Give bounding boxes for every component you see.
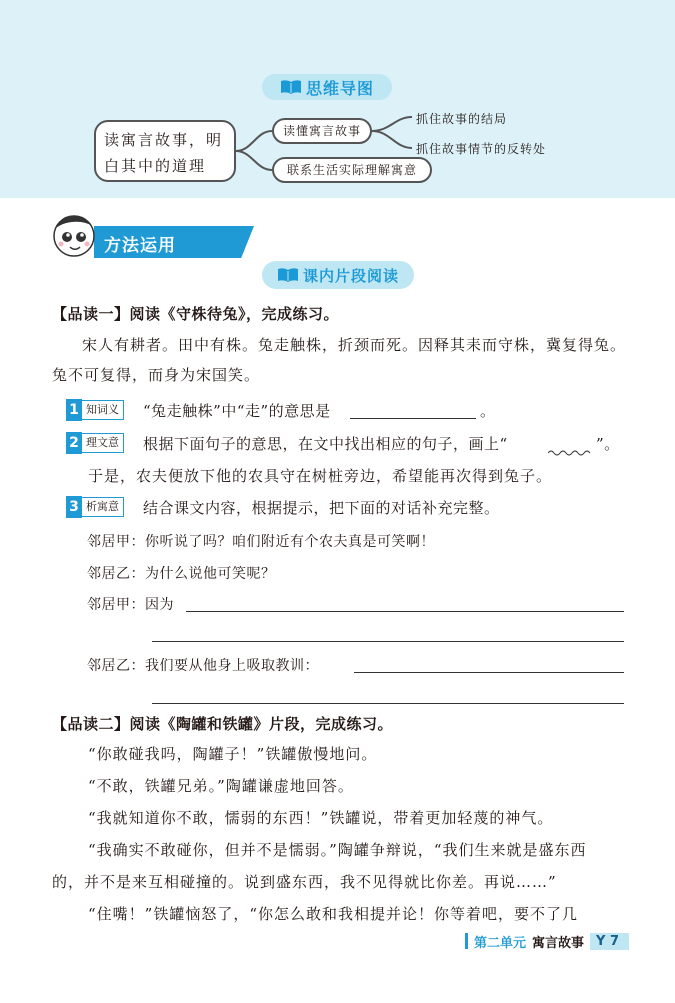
reading2-line: “住嘴！”铁罐恼怒了，“你怎么敢和我相提并论！你等着吧，要不了几 xyxy=(88,905,579,923)
mind-map-title-text: 思维导图 xyxy=(305,78,374,98)
q2-label xyxy=(66,432,124,454)
q2-text: 根据下面句子的意思，在文中找出相应的句子，画上“ xyxy=(143,435,508,453)
dialog-answer-line[interactable] xyxy=(354,672,624,673)
mascot-icon xyxy=(50,210,102,262)
section-title xyxy=(262,261,414,289)
q3-tag: 析寓意 xyxy=(82,497,124,517)
dialog-answer-line[interactable] xyxy=(152,641,624,642)
footer-topic: 寓言故事 xyxy=(532,935,585,951)
dialog-line: 邻居乙：我们要从他身上吸取教训： xyxy=(87,658,319,674)
mind-map-main-node: 读寓言故事，明白其中的道理 xyxy=(94,120,236,182)
reading2-line: “我确实不敢碰你，但并不是懦弱。”陶罐争辩说，“我们生来就是盛东西 xyxy=(88,841,587,859)
wavy-underline-icon xyxy=(548,449,592,457)
q3-label xyxy=(66,496,124,518)
q1-label xyxy=(66,399,124,421)
q3-text: 结合课文内容，根据提示，把下面的对话补充完整。 xyxy=(143,499,500,517)
reading2-heading: 【品读二】阅读《陶罐和铁罐》片段，完成练习。 xyxy=(52,715,394,733)
q2-tag: 理文意 xyxy=(82,433,124,453)
mind-map-leaf-ending: 抓住故事的结局 xyxy=(416,112,508,126)
mind-map-leaf-twist: 抓住故事情节的反转处 xyxy=(416,142,547,156)
q1-text: “兔走触株”中“走”的意思是 xyxy=(143,402,331,420)
dialog-line: 邻居甲：你听说了吗？咱们附近有个农夫真是可笑啊！ xyxy=(87,534,435,550)
dialog-line: 邻居乙：为什么说他可笑呢？ xyxy=(87,566,276,582)
q2-sentence: 于是，农夫便放下他的农具守在树桩旁边，希望能再次得到兔子。 xyxy=(88,467,553,485)
dialog-answer-line[interactable] xyxy=(186,611,624,612)
reading2-line: “我就知道你不敢，懦弱的东西！”铁罐说，带着更加轻蔑的神气。 xyxy=(88,809,554,827)
q2-end: ”。 xyxy=(596,435,620,453)
section-title-text: 课内片段阅读 xyxy=(302,266,399,285)
q1-tag: 知词义 xyxy=(82,400,124,420)
mind-map-node-moral: 联系生活实际理解寓意 xyxy=(272,157,432,183)
q3-number: 3 xyxy=(66,496,82,518)
method-label: 方法运用 xyxy=(104,236,176,256)
book-icon xyxy=(277,267,299,283)
q1-number: 1 xyxy=(66,399,82,421)
q1-end: 。 xyxy=(480,402,496,420)
footer-divider xyxy=(465,933,468,949)
reading2-line: “不敢，铁罐兄弟。”陶罐谦虚地回答。 xyxy=(88,777,354,795)
reading1-passage: 宋人有耕者。田中有株。兔走触株，折颈而死。因释其耒而守株，冀复得兔。兔不可复得，而身为宋国笑。 xyxy=(52,336,627,384)
q1-answer-line[interactable] xyxy=(350,418,476,419)
footer-unit: 第二单元 xyxy=(474,935,527,951)
q2-number: 2 xyxy=(66,432,82,454)
page-number: Y 7 xyxy=(590,933,629,950)
dialog-line: 邻居甲：因为 xyxy=(87,597,174,613)
reading2-line: “你敢碰我吗，陶罐子！”铁罐傲慢地问。 xyxy=(88,745,378,763)
dialog-answer-line[interactable] xyxy=(152,703,624,704)
reading1-heading: 【品读一】阅读《守株待兔》，完成练习。 xyxy=(52,305,340,323)
page-footer xyxy=(465,930,629,952)
mind-map-node-understand: 读懂寓言故事 xyxy=(272,118,372,144)
reading2-line: 的，并不是来互相碰撞的。说到盛东西，我不见得就比你差。再说……” xyxy=(52,873,557,891)
method-section-banner xyxy=(50,210,210,262)
